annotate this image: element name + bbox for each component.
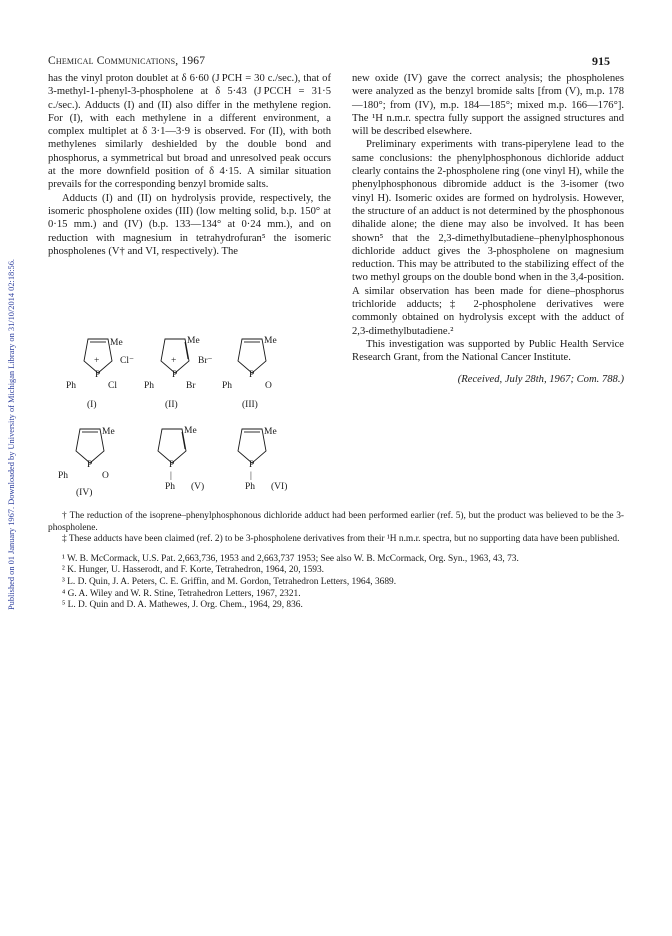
- right-paragraph-1: new oxide (IV) gave the correct analysis; the phospholenes were analyzed as the benzyl bromide salts [from (V), m.p. 178—180°; from (IV), m.p. 184—185°; mixed m.p. 166—176°]. The ¹H n.m.r. spectra fully support the assigned structures and will be described elsewhere.: [352, 73, 624, 138]
- o-label: O: [265, 381, 272, 391]
- running-head: Chemical Communications, 1967: [48, 55, 206, 67]
- ph-label: Ph: [165, 482, 176, 492]
- reference-3: ³ L. D. Quin, J. A. Peters, C. E. Griffin, and M. Gordon, Tetrahedron Letters, 1964, 3689.: [62, 576, 397, 587]
- anion-label: Cl⁻: [120, 356, 134, 366]
- footnotes: [48, 511, 624, 612]
- page-number: 915: [592, 54, 610, 68]
- compound-label-VI: (VI): [271, 482, 288, 492]
- ph-label: Ph: [144, 381, 155, 391]
- ring-V: [158, 429, 186, 463]
- footnote-dagger: † The reduction of the isoprene–phenylphosphonous dichloride adduct had been performed earlier (ref. 5), but the product was believed to be the 3-phospholene.: [48, 511, 624, 533]
- anion-label: Br⁻: [198, 356, 213, 366]
- received-date: (Received, July 28th, 1967; Com. 788.): [457, 373, 624, 385]
- ph-label: Ph: [58, 471, 69, 481]
- footnote-double-dagger: ‡ These adducts have been claimed (ref. 2) to be 3-phospholene derivatives from their ¹H n.m.r. spectra, but no supporting data have been published.: [62, 534, 620, 545]
- me-label: Me: [102, 427, 115, 437]
- reference-2: ² K. Hunger, U. Hasserodt, and F. Korte, Tetrahedron, 1964, 20, 1593.: [62, 565, 325, 576]
- p-label: P: [172, 370, 178, 380]
- ring-III: [238, 339, 266, 373]
- compound-label-IV: (IV): [76, 488, 93, 498]
- reference-list: [48, 554, 624, 612]
- compound-label-V: (V): [191, 482, 205, 492]
- ring-VI: [238, 429, 266, 463]
- charge-label: +: [171, 356, 177, 366]
- p-label: P: [95, 370, 101, 380]
- bond-mark: |: [170, 471, 172, 481]
- ph-label: Ph: [222, 381, 233, 391]
- left-paragraph-1: has the vinyl proton doublet at δ 6·60 (J PCH = 30 c./sec.), that of 3-methyl-1-phenyl-3-phospholene at δ 5·43 (J PCCH = 31·5 c./sec.). Adducts (I) and (II) also differ in the methylene region. For (I), with each methylene in a different environment, a complex multiplet at δ 3·1—3·9 is observed. For (II), with both methylenes similarly deshielded by the double bond and phosphorus, a symmetrical but broad and unresolved peak occurs at the more downfield position of δ 4·15. A similar situation prevails for the corresponding benzyl bromide salts.: [48, 73, 331, 191]
- acknowledgement: This investigation was supported by Public Health Service Research Grant, from the National Cancer Institute.: [352, 338, 624, 364]
- cl-label: Cl: [108, 381, 117, 391]
- me-label: Me: [184, 426, 197, 436]
- me-label: Me: [264, 427, 277, 437]
- reference-5: ⁵ L. D. Quin and D. A. Mathewes, J. Org. Chem., 1964, 29, 836.: [62, 600, 303, 611]
- p-label: P: [249, 460, 255, 470]
- download-watermark: [5, 120, 17, 610]
- o-label: O: [102, 471, 109, 481]
- left-paragraph-2: Adducts (I) and (II) on hydrolysis provide, respectively, the isomeric phospholene oxides (III) (low melting solid, b.p. 150° at 0·15 mm.) and (IV) (b.p. 133—134° at 0·24 mm.), and on reduction with magnesium in tetrahydrofuran⁵ the isomeric phospholenes (V† and VI, respectively). The: [48, 192, 331, 257]
- p-label: P: [87, 460, 93, 470]
- chemical-structures: [52, 333, 337, 503]
- br-label: Br: [186, 381, 196, 391]
- p-label: P: [249, 370, 255, 380]
- me-label: Me: [110, 338, 123, 348]
- left-column: [48, 72, 331, 258]
- right-column: [352, 72, 624, 386]
- p-label: P: [169, 460, 175, 470]
- ph-label: Ph: [66, 381, 77, 391]
- bond-mark: |: [250, 471, 252, 481]
- download-watermark-text: Published on 01 January 1967. Downloaded by University of Michigan Library on 31/10/2014 02:18:56.: [7, 258, 16, 610]
- structure-drawings: [52, 333, 337, 503]
- ring-IV: [76, 429, 104, 463]
- right-paragraph-2: Preliminary experiments with trans-piperylene lead to the same conclusions: the phenylphosphonous dichloride adduct clearly contains the 2-phospholene ring (one vinyl H), while the phenylphosphonous dibromide adduct is the 3-isomer (two vinyl H). Isomeric oxides are formed on hydrolysis. However, the structure of an adduct is not determined by the phosphonous dihalide alone; the diene may also be involved. It has been shown⁵ that the 2,3-dimethylbutadiene–phenylphosphonous dichloride adduct gives the 3-phospholene on magnesium reduction. This may be attributed to the stabilizing effect of the two methyl groups on the double bond when in the 3,4-position. A similar observation has been made for diene–phosphorus trichloride adducts;‡ 2-phospholene derivatives were commonly obtained on hydrolysis except with the adduct of 2,3-dimethylbutadiene.²: [352, 139, 624, 337]
- compound-label-I: (I): [87, 400, 97, 410]
- compound-label-II: (II): [165, 400, 178, 410]
- reference-4: ⁴ G. A. Wiley and W. R. Stine, Tetrahedron Letters, 1967, 2321.: [62, 588, 301, 599]
- compound-label-III: (III): [242, 400, 258, 410]
- charge-label: +: [94, 356, 100, 366]
- ph-label: Ph: [245, 482, 256, 492]
- me-label: Me: [187, 336, 200, 346]
- reference-1: ¹ W. B. McCormack, U.S. Pat. 2,663,736, 1953 and 2,663,737 1953; See also W. B. McCormack, Org. Syn., 1963, 43, 73.: [62, 553, 519, 564]
- me-label: Me: [264, 336, 277, 346]
